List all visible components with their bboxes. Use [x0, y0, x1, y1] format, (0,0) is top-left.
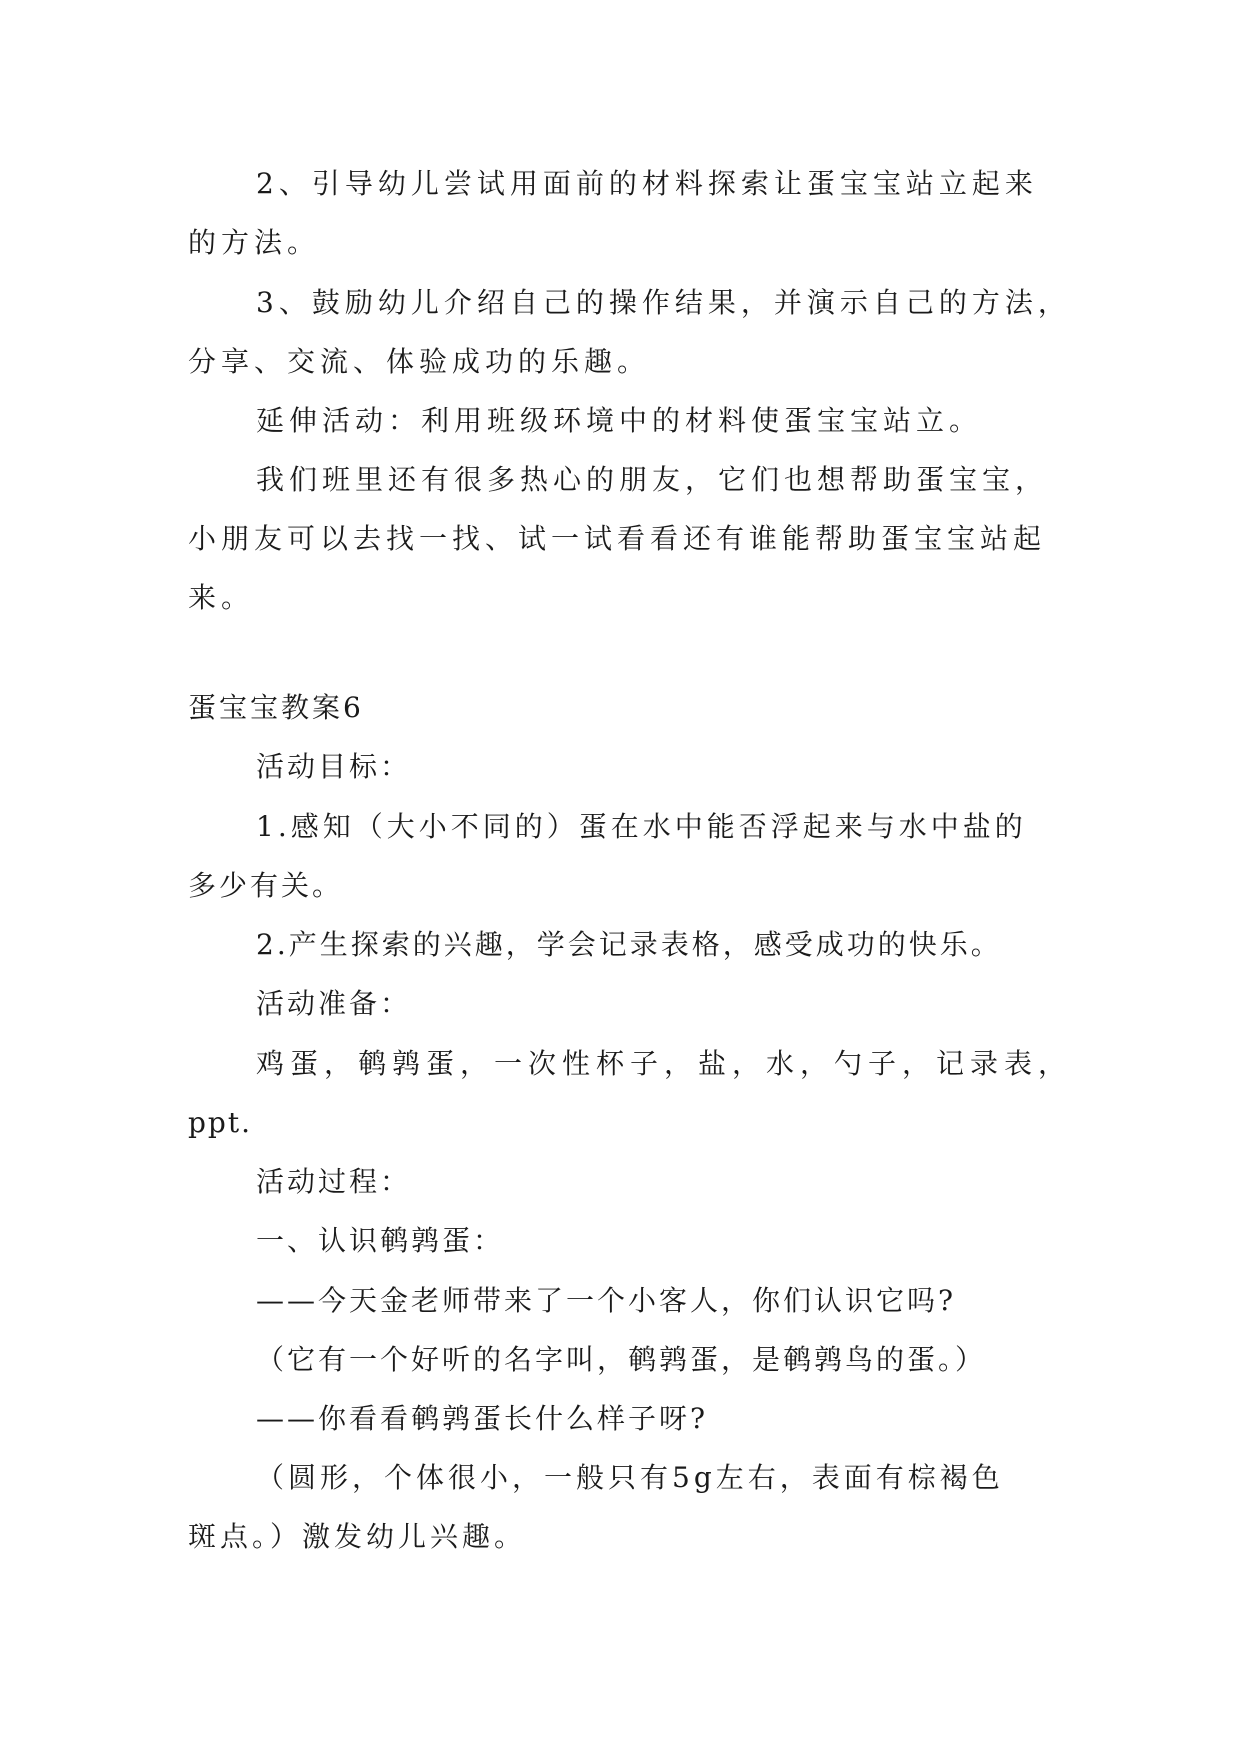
paragraph-line: 1.感知（大小不同的）蛋在水中能否浮起来与水中盐的 — [256, 810, 1027, 843]
paragraph-line: ——今天金老师带来了一个小客人，你们认识它吗? — [256, 1284, 957, 1317]
paragraph-line: 小朋友可以去找一找、试一试看看还有谁能帮助蛋宝宝站起 — [188, 522, 1047, 555]
paragraph-line: 延伸活动：利用班级环境中的材料使蛋宝宝站立。 — [256, 404, 983, 437]
paragraph-line: 2.产生探索的兴趣，学会记录表格，感受成功的快乐。 — [256, 928, 1002, 961]
paragraph-line: （它有一个好听的名字叫，鹌鹑蛋，是鹌鹑鸟的蛋。） — [256, 1343, 987, 1376]
paragraph-line: 一、认识鹌鹑蛋： — [256, 1224, 505, 1257]
paragraph-line: 鸡蛋，鹌鹑蛋，一次性杯子，盐，水，勺子，记录表， — [256, 1047, 1073, 1080]
paragraph-line: 我们班里还有很多热心的朋友，它们也想帮助蛋宝宝， — [256, 463, 1049, 496]
paragraph-line: 分享、交流、体验成功的乐趣。 — [188, 345, 651, 378]
paragraph-line: ——你看看鹌鹑蛋长什么样子呀? — [256, 1402, 709, 1435]
paragraph-line: 斑点。）激发幼儿兴趣。 — [188, 1520, 527, 1553]
paragraph-line: 的方法。 — [188, 226, 321, 259]
paragraph-line: 来。 — [188, 581, 255, 614]
section-heading: 蛋宝宝教案6 — [188, 691, 364, 724]
paragraph-line: 活动过程： — [256, 1165, 412, 1198]
paragraph-line: ppt. — [188, 1106, 252, 1139]
paragraph-line: （圆形，个体很小，一般只有5g左右，表面有棕褐色 — [256, 1461, 1004, 1494]
paragraph-line: 多少有关。 — [188, 869, 344, 902]
paragraph-line: 2、引导幼儿尝试用面前的材料探索让蛋宝宝站立起来 — [256, 167, 1038, 200]
paragraph-line: 活动目标： — [256, 750, 412, 783]
paragraph-line: 活动准备： — [256, 987, 412, 1020]
paragraph-line: 3、鼓励幼儿介绍自己的操作结果，并演示自己的方法， — [256, 286, 1071, 319]
